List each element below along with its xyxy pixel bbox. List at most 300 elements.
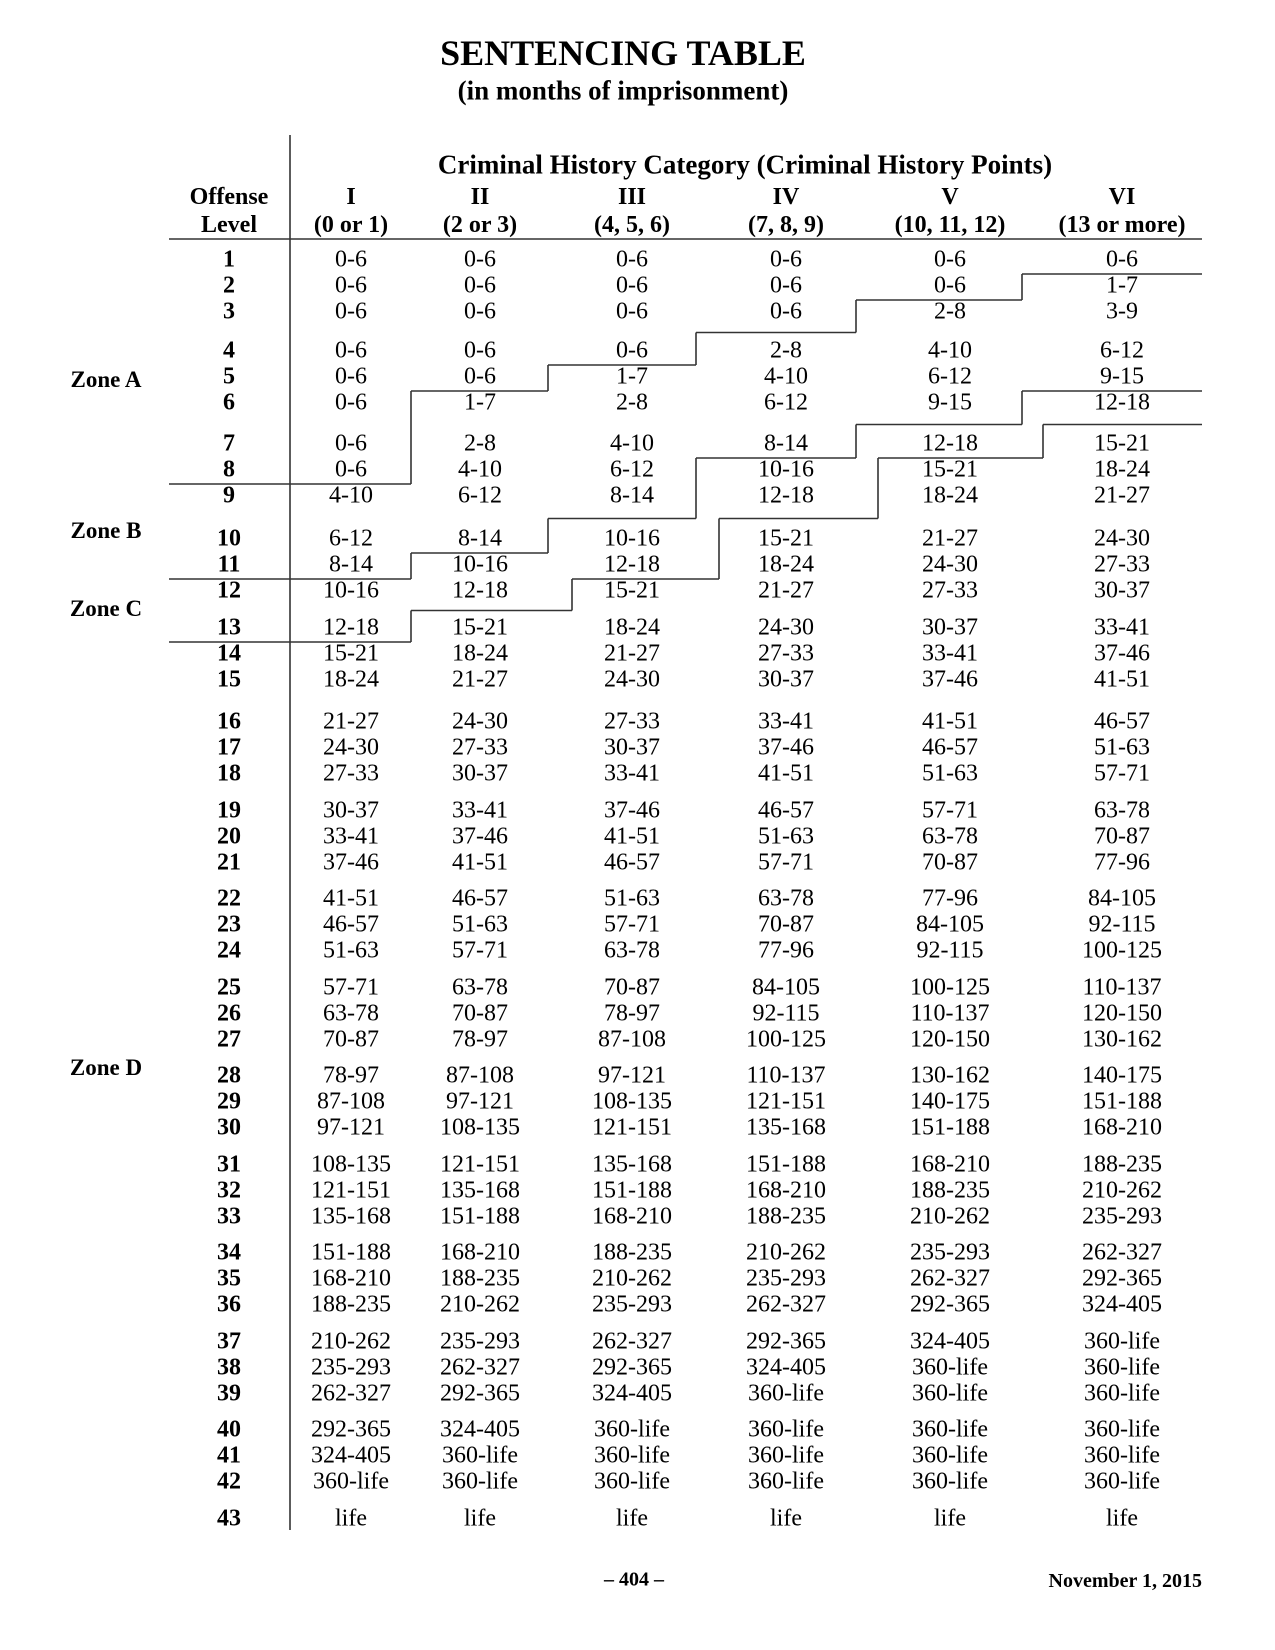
sentence-range: 8-14 bbox=[329, 551, 373, 578]
sentence-range: 108-135 bbox=[440, 1114, 520, 1141]
sentence-range: 30-37 bbox=[452, 760, 508, 787]
offense-level: 25 bbox=[217, 974, 241, 1001]
sentence-range: 0-6 bbox=[464, 272, 496, 299]
sentence-range: 63-78 bbox=[922, 823, 978, 850]
sentence-range: 77-96 bbox=[1094, 849, 1150, 876]
sentence-range: 33-41 bbox=[922, 640, 978, 667]
offense-level: 20 bbox=[217, 823, 241, 850]
offense-level: 19 bbox=[217, 797, 241, 824]
sentence-range: 210-262 bbox=[746, 1239, 826, 1266]
sentence-range: 9-15 bbox=[928, 389, 972, 416]
sentence-range: 78-97 bbox=[323, 1062, 379, 1089]
sentence-range: 151-188 bbox=[592, 1177, 672, 1204]
sentence-range: 210-262 bbox=[910, 1203, 990, 1230]
sentence-range: 87-108 bbox=[446, 1062, 514, 1089]
sentence-range: 324-405 bbox=[910, 1328, 990, 1355]
sentence-range: 27-33 bbox=[758, 640, 814, 667]
sentence-range: 151-188 bbox=[1082, 1088, 1162, 1115]
sentence-range: 8-14 bbox=[610, 482, 654, 509]
sentence-range: 235-293 bbox=[311, 1354, 391, 1381]
sentence-range: 57-71 bbox=[452, 937, 508, 964]
sentence-range: 360-life bbox=[1084, 1328, 1160, 1355]
offense-level: 42 bbox=[217, 1468, 241, 1495]
sentence-range: 168-210 bbox=[1082, 1114, 1162, 1141]
sentence-range: 262-327 bbox=[440, 1354, 520, 1381]
sentence-range: 121-151 bbox=[311, 1177, 391, 1204]
sentence-range: 292-365 bbox=[440, 1380, 520, 1407]
sentence-range: 6-12 bbox=[764, 389, 808, 416]
offense-level: 4 bbox=[223, 337, 235, 364]
sentence-range: 41-51 bbox=[452, 849, 508, 876]
sentence-range: 63-78 bbox=[758, 885, 814, 912]
sentence-range: 63-78 bbox=[1094, 797, 1150, 824]
sentence-range: 15-21 bbox=[452, 614, 508, 641]
sentence-range: 235-293 bbox=[592, 1291, 672, 1318]
sentence-range: 21-27 bbox=[922, 525, 978, 552]
sentence-range: 37-46 bbox=[922, 666, 978, 693]
zone-label: Zone B bbox=[70, 518, 142, 543]
sentence-range: 57-71 bbox=[758, 849, 814, 876]
sentence-range: 46-57 bbox=[758, 797, 814, 824]
sentence-range: 4-10 bbox=[458, 456, 502, 483]
sentence-range: 87-108 bbox=[598, 1026, 666, 1053]
offense-level: 40 bbox=[217, 1416, 241, 1443]
sentence-range: 24-30 bbox=[758, 614, 814, 641]
sentence-range: 57-71 bbox=[323, 974, 379, 1001]
offense-level: 15 bbox=[217, 666, 241, 693]
sentence-range: 0-6 bbox=[770, 298, 802, 325]
sentence-range: 100-125 bbox=[746, 1026, 826, 1053]
offense-level: 8 bbox=[223, 456, 235, 483]
sentence-range: 360-life bbox=[912, 1468, 988, 1495]
sentence-range: 18-24 bbox=[604, 614, 660, 641]
sentence-range: 121-151 bbox=[746, 1088, 826, 1115]
sentence-range: 121-151 bbox=[440, 1151, 520, 1178]
sentence-range: 135-168 bbox=[592, 1151, 672, 1178]
sentence-range: 33-41 bbox=[758, 708, 814, 735]
sentence-range: 151-188 bbox=[311, 1239, 391, 1266]
column-header-iii bbox=[594, 183, 670, 239]
sentence-range: 27-33 bbox=[323, 760, 379, 787]
sentence-range: 292-365 bbox=[1082, 1265, 1162, 1292]
sentence-range: 70-87 bbox=[604, 974, 660, 1001]
sentence-range: 27-33 bbox=[604, 708, 660, 735]
sentence-range: 97-121 bbox=[317, 1114, 385, 1141]
sentence-range: 130-162 bbox=[1082, 1026, 1162, 1053]
sentence-range: 70-87 bbox=[323, 1026, 379, 1053]
sentence-range: 30-37 bbox=[922, 614, 978, 641]
sentence-range: 140-175 bbox=[910, 1088, 990, 1115]
offense-level: 23 bbox=[217, 911, 241, 938]
column-points: (7, 8, 9) bbox=[748, 212, 824, 238]
column-roman: IV bbox=[772, 184, 800, 210]
sentence-range: 360-life bbox=[748, 1380, 824, 1407]
sentence-range: 12-18 bbox=[323, 614, 379, 641]
sentence-range: 24-30 bbox=[1094, 525, 1150, 552]
sentence-range: 63-78 bbox=[604, 937, 660, 964]
sentence-range: 51-63 bbox=[758, 823, 814, 850]
sentence-range: 0-6 bbox=[335, 456, 367, 483]
sentence-range: 168-210 bbox=[311, 1265, 391, 1292]
column-roman: II bbox=[470, 184, 490, 210]
sentence-range: 324-405 bbox=[1082, 1291, 1162, 1318]
sentence-range: 24-30 bbox=[452, 708, 508, 735]
sentence-range: 0-6 bbox=[464, 298, 496, 325]
sentence-range: 41-51 bbox=[323, 885, 379, 912]
sentence-range: 360-life bbox=[912, 1416, 988, 1443]
sentence-range: 78-97 bbox=[452, 1026, 508, 1053]
sentence-range: 37-46 bbox=[452, 823, 508, 850]
criminal-history-header: Criminal History Category (Criminal History Points) bbox=[437, 149, 1053, 180]
sentence-range: 33-41 bbox=[323, 823, 379, 850]
sentence-range: 21-27 bbox=[758, 577, 814, 604]
sentence-range: 6-12 bbox=[610, 456, 654, 483]
zone-label: Zone D bbox=[69, 1055, 143, 1080]
sentence-range: 324-405 bbox=[311, 1442, 391, 1469]
offense-level: 33 bbox=[217, 1203, 241, 1230]
offense-level: 27 bbox=[217, 1026, 241, 1053]
sentence-range: 37-46 bbox=[604, 797, 660, 824]
sentence-range: 140-175 bbox=[1082, 1062, 1162, 1089]
sentence-range: 0-6 bbox=[616, 246, 648, 273]
sentence-range: 0-6 bbox=[616, 298, 648, 325]
sentence-range: 92-115 bbox=[752, 1000, 820, 1027]
offense-level: 11 bbox=[217, 551, 241, 578]
sentence-range: 57-71 bbox=[604, 911, 660, 938]
sentence-range: 0-6 bbox=[335, 246, 367, 273]
sentence-range: life bbox=[335, 1505, 367, 1532]
sentence-range: life bbox=[1106, 1505, 1138, 1532]
sentence-range: 360-life bbox=[912, 1380, 988, 1407]
sentence-range: 30-37 bbox=[758, 666, 814, 693]
sentence-range: 78-97 bbox=[604, 1000, 660, 1027]
sentence-range: 18-24 bbox=[758, 551, 814, 578]
sentence-range: 135-168 bbox=[746, 1114, 826, 1141]
sentence-range: 21-27 bbox=[323, 708, 379, 735]
sentence-range: 84-105 bbox=[752, 974, 820, 1001]
sentence-range: 0-6 bbox=[616, 337, 648, 364]
sentence-range: 292-365 bbox=[311, 1416, 391, 1443]
sentence-range: 15-21 bbox=[604, 577, 660, 604]
revision-date: November 1, 2015 bbox=[1048, 1570, 1202, 1592]
sentence-range: 92-115 bbox=[916, 937, 984, 964]
offense-level: 31 bbox=[217, 1151, 241, 1178]
sentence-range: 33-41 bbox=[604, 760, 660, 787]
sentence-range: 8-14 bbox=[458, 525, 502, 552]
sentence-range: 210-262 bbox=[311, 1328, 391, 1355]
sentence-range: 168-210 bbox=[910, 1151, 990, 1178]
sentence-range: 110-137 bbox=[1082, 974, 1162, 1001]
sentence-range: 18-24 bbox=[323, 666, 379, 693]
sentence-range: 97-121 bbox=[446, 1088, 514, 1115]
sentence-range: 168-210 bbox=[746, 1177, 826, 1204]
sentence-range: 0-6 bbox=[770, 246, 802, 273]
sentence-range: life bbox=[464, 1505, 496, 1532]
sentence-range: 30-37 bbox=[604, 734, 660, 761]
sentence-range: 41-51 bbox=[758, 760, 814, 787]
sentence-range: 360-life bbox=[313, 1468, 389, 1495]
offense-level: 12 bbox=[217, 577, 241, 604]
sentence-range: 262-327 bbox=[1082, 1239, 1162, 1266]
sentence-range: 27-33 bbox=[922, 577, 978, 604]
sentence-range: 151-188 bbox=[910, 1114, 990, 1141]
sentence-range: 110-137 bbox=[746, 1062, 826, 1089]
sentence-range: 30-37 bbox=[1094, 577, 1150, 604]
sentence-range: 12-18 bbox=[1094, 389, 1150, 416]
sentence-range: 51-63 bbox=[604, 885, 660, 912]
sentence-range: 33-41 bbox=[452, 797, 508, 824]
column-points: (4, 5, 6) bbox=[594, 212, 670, 238]
sentence-range: 151-188 bbox=[746, 1151, 826, 1178]
sentence-range: 51-63 bbox=[452, 911, 508, 938]
sentence-range: 324-405 bbox=[592, 1380, 672, 1407]
sentence-range: 63-78 bbox=[452, 974, 508, 1001]
offense-level: 28 bbox=[217, 1062, 241, 1089]
column-header-vi bbox=[1058, 183, 1185, 239]
sentence-range: 0-6 bbox=[934, 246, 966, 273]
sentence-range: 92-115 bbox=[1088, 911, 1156, 938]
sentence-range: 108-135 bbox=[311, 1151, 391, 1178]
sentence-range: 262-327 bbox=[910, 1265, 990, 1292]
sentence-range: 24-30 bbox=[323, 734, 379, 761]
sentence-range: 1-7 bbox=[1106, 272, 1138, 299]
sentence-range: 210-262 bbox=[592, 1265, 672, 1292]
offense-level: 7 bbox=[223, 430, 235, 457]
offense-level: 9 bbox=[223, 482, 235, 509]
sentence-range: 292-365 bbox=[910, 1291, 990, 1318]
sentence-range: 360-life bbox=[594, 1416, 670, 1443]
sentence-range: 235-293 bbox=[440, 1328, 520, 1355]
column-points: (10, 11, 12) bbox=[894, 212, 1006, 238]
sentence-range: 130-162 bbox=[910, 1062, 990, 1089]
sentence-range: 21-27 bbox=[604, 640, 660, 667]
sentence-range: life bbox=[770, 1505, 802, 1532]
sentence-range: 262-327 bbox=[311, 1380, 391, 1407]
sentence-range: 12-18 bbox=[922, 430, 978, 457]
sentence-range: 51-63 bbox=[323, 937, 379, 964]
offense-level: 10 bbox=[217, 525, 241, 552]
sentence-range: 18-24 bbox=[1094, 456, 1150, 483]
sentence-range: 24-30 bbox=[604, 666, 660, 693]
page-title: SENTENCING TABLE bbox=[440, 33, 806, 73]
sentence-range: 6-12 bbox=[458, 482, 502, 509]
sentence-range: 360-life bbox=[442, 1468, 518, 1495]
sentence-range: 360-life bbox=[912, 1442, 988, 1469]
sentence-range: 110-137 bbox=[910, 1000, 990, 1027]
sentence-range: 10-16 bbox=[452, 551, 508, 578]
sentence-range: 46-57 bbox=[604, 849, 660, 876]
offense-level: 24 bbox=[217, 937, 241, 964]
sentence-range: 188-235 bbox=[592, 1239, 672, 1266]
sentence-range: 0-6 bbox=[616, 272, 648, 299]
sentence-range: 30-37 bbox=[323, 797, 379, 824]
offense-level: 34 bbox=[217, 1239, 241, 1266]
sentence-range: 57-71 bbox=[922, 797, 978, 824]
sentence-range: 51-63 bbox=[1094, 734, 1150, 761]
sentence-range: 6-12 bbox=[928, 363, 972, 390]
offense-level: 13 bbox=[217, 614, 241, 641]
sentence-range: 262-327 bbox=[592, 1328, 672, 1355]
offense-header-line1: Offense bbox=[189, 184, 269, 210]
offense-level: 39 bbox=[217, 1380, 241, 1407]
sentence-range: 77-96 bbox=[758, 937, 814, 964]
sentence-range: 360-life bbox=[594, 1442, 670, 1469]
page-number: – 404 – bbox=[604, 1568, 664, 1591]
column-roman: VI bbox=[1108, 184, 1136, 210]
sentence-range: 1-7 bbox=[616, 363, 648, 390]
sentence-range: 51-63 bbox=[922, 760, 978, 787]
sentence-range: 0-6 bbox=[335, 272, 367, 299]
offense-level: 3 bbox=[223, 298, 235, 325]
offense-level: 36 bbox=[217, 1291, 241, 1318]
offense-level: 38 bbox=[217, 1354, 241, 1381]
sentence-range: 46-57 bbox=[922, 734, 978, 761]
sentence-range: 188-235 bbox=[1082, 1151, 1162, 1178]
sentence-range: 41-51 bbox=[1094, 666, 1150, 693]
sentence-range: 21-27 bbox=[452, 666, 508, 693]
sentence-range: 0-6 bbox=[934, 272, 966, 299]
sentence-range: 15-21 bbox=[758, 525, 814, 552]
column-points: (2 or 3) bbox=[442, 212, 518, 238]
sentence-range: 0-6 bbox=[335, 363, 367, 390]
sentence-range: 37-46 bbox=[758, 734, 814, 761]
sentence-range: 4-10 bbox=[610, 430, 654, 457]
offense-header-line2: Level bbox=[201, 212, 257, 238]
sentence-range: 235-293 bbox=[1082, 1203, 1162, 1230]
sentence-range: 0-6 bbox=[335, 430, 367, 457]
sentence-range: 108-135 bbox=[592, 1088, 672, 1115]
sentence-range: 135-168 bbox=[311, 1203, 391, 1230]
sentence-range: 210-262 bbox=[440, 1291, 520, 1318]
column-header-v bbox=[895, 183, 1006, 239]
sentence-range: 63-78 bbox=[323, 1000, 379, 1027]
sentence-range: 262-327 bbox=[746, 1291, 826, 1318]
sentence-range: 360-life bbox=[912, 1354, 988, 1381]
sentence-range: 57-71 bbox=[1094, 760, 1150, 787]
offense-level: 26 bbox=[217, 1000, 241, 1027]
sentence-range: 84-105 bbox=[1088, 885, 1156, 912]
sentence-range: life bbox=[934, 1505, 966, 1532]
sentence-range: 292-365 bbox=[592, 1354, 672, 1381]
offense-level: 14 bbox=[217, 640, 241, 667]
sentence-range: 12-18 bbox=[604, 551, 660, 578]
sentence-range: 46-57 bbox=[323, 911, 379, 938]
sentence-range: 360-life bbox=[594, 1468, 670, 1495]
sentence-range: 6-12 bbox=[329, 525, 373, 552]
sentence-range: 360-life bbox=[748, 1416, 824, 1443]
sentence-range: 46-57 bbox=[1094, 708, 1150, 735]
sentence-range: 188-235 bbox=[910, 1177, 990, 1204]
zone-label: Zone A bbox=[70, 367, 142, 392]
column-header-i bbox=[314, 183, 388, 239]
sentence-range: 2-8 bbox=[616, 389, 648, 416]
sentence-range: 121-151 bbox=[592, 1114, 672, 1141]
sentence-range: 0-6 bbox=[335, 389, 367, 416]
sentence-range: 0-6 bbox=[1106, 246, 1138, 273]
sentence-range: 70-87 bbox=[1094, 823, 1150, 850]
sentence-range: 3-9 bbox=[1106, 298, 1138, 325]
offense-level: 1 bbox=[223, 246, 235, 273]
sentence-range: 151-188 bbox=[440, 1203, 520, 1230]
sentence-range: 15-21 bbox=[922, 456, 978, 483]
sentence-range: 15-21 bbox=[323, 640, 379, 667]
sentence-range: 70-87 bbox=[452, 1000, 508, 1027]
sentence-range: 360-life bbox=[1084, 1416, 1160, 1443]
column-header-ii bbox=[443, 183, 517, 239]
sentence-range: 210-262 bbox=[1082, 1177, 1162, 1204]
column-header-iv bbox=[748, 183, 824, 239]
sentence-range: 100-125 bbox=[910, 974, 990, 1001]
sentence-range: 12-18 bbox=[758, 482, 814, 509]
offense-level: 37 bbox=[217, 1328, 241, 1355]
sentence-range: 360-life bbox=[442, 1442, 518, 1469]
sentence-range: 0-6 bbox=[335, 298, 367, 325]
sentence-range: 324-405 bbox=[440, 1416, 520, 1443]
sentence-range: 10-16 bbox=[323, 577, 379, 604]
sentence-range: 120-150 bbox=[910, 1026, 990, 1053]
offense-level: 43 bbox=[217, 1505, 241, 1532]
sentence-range: 37-46 bbox=[1094, 640, 1150, 667]
sentence-range: 0-6 bbox=[464, 337, 496, 364]
sentence-range: 18-24 bbox=[922, 482, 978, 509]
sentence-range: 100-125 bbox=[1082, 937, 1162, 964]
offense-level: 30 bbox=[217, 1114, 241, 1141]
offense-level: 29 bbox=[217, 1088, 241, 1115]
offense-level: 35 bbox=[217, 1265, 241, 1292]
sentence-range: 235-293 bbox=[910, 1239, 990, 1266]
sentence-range: 70-87 bbox=[758, 911, 814, 938]
sentence-range: 37-46 bbox=[323, 849, 379, 876]
column-points: (13 or more) bbox=[1058, 212, 1186, 238]
sentence-range: 168-210 bbox=[440, 1239, 520, 1266]
sentence-range: 360-life bbox=[748, 1468, 824, 1495]
sentence-range: 360-life bbox=[1084, 1442, 1160, 1469]
column-roman: I bbox=[346, 184, 356, 210]
offense-level: 16 bbox=[217, 708, 241, 735]
sentence-range: 33-41 bbox=[1094, 614, 1150, 641]
sentence-range: 6-12 bbox=[1100, 337, 1144, 364]
sentence-range: 27-33 bbox=[452, 734, 508, 761]
sentence-range: 188-235 bbox=[440, 1265, 520, 1292]
offense-level: 21 bbox=[217, 849, 241, 876]
sentence-range: 188-235 bbox=[311, 1291, 391, 1318]
sentence-range: 24-30 bbox=[922, 551, 978, 578]
sentence-range: 8-14 bbox=[764, 430, 808, 457]
sentence-range: 9-15 bbox=[1100, 363, 1144, 390]
sentence-range: 0-6 bbox=[464, 246, 496, 273]
sentence-range: 87-108 bbox=[317, 1088, 385, 1115]
offense-level: 6 bbox=[223, 389, 235, 416]
offense-level: 17 bbox=[217, 734, 241, 761]
sentence-range: 15-21 bbox=[1094, 430, 1150, 457]
column-roman: V bbox=[941, 184, 959, 210]
sentence-range: 4-10 bbox=[928, 337, 972, 364]
column-points: (0 or 1) bbox=[313, 212, 389, 238]
sentence-range: 135-168 bbox=[440, 1177, 520, 1204]
column-roman: III bbox=[617, 184, 647, 210]
sentence-range: 2-8 bbox=[770, 337, 802, 364]
offense-level: 2 bbox=[223, 272, 235, 299]
sentence-range: 235-293 bbox=[746, 1265, 826, 1292]
sentence-range: 0-6 bbox=[335, 337, 367, 364]
sentence-range: 0-6 bbox=[464, 363, 496, 390]
sentence-range: 12-18 bbox=[452, 577, 508, 604]
sentence-range: 324-405 bbox=[746, 1354, 826, 1381]
sentence-range: 120-150 bbox=[1082, 1000, 1162, 1027]
sentence-range: 2-8 bbox=[464, 430, 496, 457]
sentence-range: 77-96 bbox=[922, 885, 978, 912]
sentence-range: 360-life bbox=[1084, 1468, 1160, 1495]
